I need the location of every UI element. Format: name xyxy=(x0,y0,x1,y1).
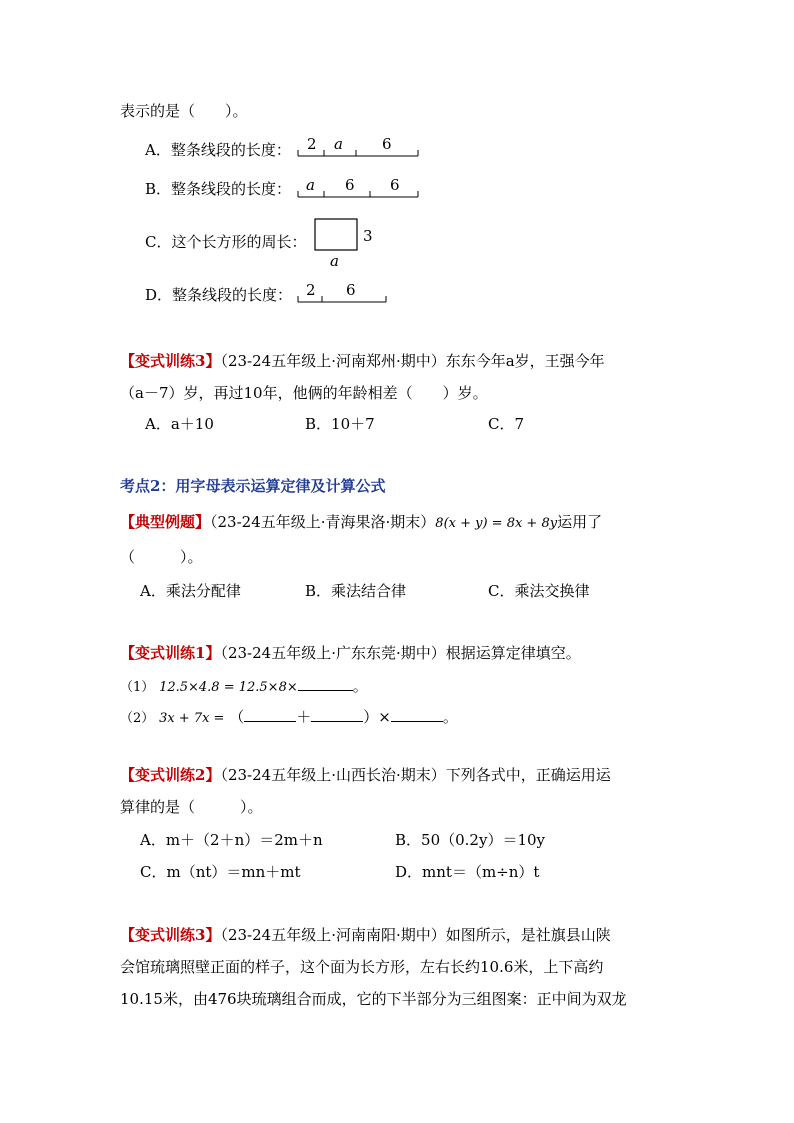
answer-blank[interactable] xyxy=(311,707,363,722)
segment-label: 2 xyxy=(307,135,317,153)
segment-figure-a xyxy=(296,132,426,166)
answer-blank[interactable] xyxy=(298,676,353,691)
question-text: （23-24五年级上·青海果洛·期末） xyxy=(210,513,436,531)
question-text: （23-24五年级上·河南郑州·期中）东东今年a岁，王强今年 xyxy=(220,352,605,370)
option-d: D．mnt＝（m÷n）t xyxy=(395,863,540,881)
question-text: （23-24五年级上·山西长治·期末）下列各式中，正确运用运 xyxy=(220,766,611,784)
fill-item-2 xyxy=(120,706,458,730)
fill-item-1 xyxy=(120,675,368,699)
segment-label: a xyxy=(306,176,315,194)
option-c: C．m（nt）＝mn＋mt xyxy=(140,863,301,881)
question-text-line: 会馆琉璃照壁正面的样子，这个面为长方形，左右长约10.6米，上下高约 xyxy=(120,958,604,976)
option-d-label: D．整条线段的长度： xyxy=(145,286,293,304)
item-number: （2） xyxy=(120,711,155,726)
question-example xyxy=(120,511,602,535)
question-variant-3a xyxy=(120,350,605,372)
segment-label: 6 xyxy=(345,176,355,194)
rectangle-figure xyxy=(312,216,382,276)
paren-open: （ xyxy=(229,708,245,726)
question-tag: 【变式训练3】 xyxy=(120,352,221,370)
question-tag: 【变式训练1】 xyxy=(120,644,221,662)
segment-figure-b xyxy=(296,173,426,207)
segment-figure-d xyxy=(296,278,396,312)
rectangle-side-label: 3 xyxy=(363,227,373,245)
rectangle-bottom-label: a xyxy=(330,252,339,270)
option-c: C．乘法交换律 xyxy=(488,582,590,600)
option-a: A．乘法分配律 xyxy=(140,582,241,600)
question-tag: 【变式训练3】 xyxy=(120,926,221,944)
formula: 8(x + y) = 8x + 8y xyxy=(435,516,558,531)
question-text: （23-24五年级上·广东东莞·期中）根据运算定律填空。 xyxy=(220,644,581,662)
item-number: （1） xyxy=(120,680,155,695)
question-variant-1 xyxy=(120,642,581,664)
question-text-line: （ ）。 xyxy=(120,548,203,566)
question-tag: 【典型例题】 xyxy=(120,513,211,531)
question-variant-3b xyxy=(120,924,611,946)
answer-blank[interactable] xyxy=(244,707,296,722)
plus-sign: ＋ xyxy=(296,708,312,726)
question-text: （23-24五年级上·河南南阳·期中）如图所示，是社旗县山陕 xyxy=(220,926,611,944)
option-a: A．a＋10 xyxy=(145,415,214,433)
option-a: A．m＋（2＋n）＝2m＋n xyxy=(140,831,323,849)
segment-label: 6 xyxy=(346,281,356,299)
option-c-label: C．这个长方形的周长： xyxy=(145,233,307,251)
answer-blank[interactable] xyxy=(391,707,443,722)
question-text-line: 10.15米，由476块琉璃组合而成，它的下半部分为三组图案：正中间为双龙 xyxy=(120,990,627,1008)
option-b: B．乘法结合律 xyxy=(305,582,407,600)
punctuation: 。 xyxy=(352,677,368,695)
formula: 3x + 7x = xyxy=(159,711,225,726)
question-text: 运用了 xyxy=(557,513,603,531)
question-text-line: 算律的是（ ）。 xyxy=(120,798,263,816)
option-c: C．7 xyxy=(488,415,525,433)
option-a-label: A．整条线段的长度： xyxy=(145,141,291,159)
segment-label: 6 xyxy=(382,135,392,153)
question-tag: 【变式训练2】 xyxy=(120,766,221,784)
segment-label: 2 xyxy=(306,281,316,299)
question-text-line: （a－7）岁，再过10年，他俩的年龄相差（ ）岁。 xyxy=(120,384,488,402)
option-b-label: B．整条线段的长度： xyxy=(145,180,292,198)
option-b: B．50（0.2y）＝10y xyxy=(395,831,546,849)
section-heading: 考点2：用字母表示运算定律及计算公式 xyxy=(120,477,386,495)
segment-label: 6 xyxy=(390,176,400,194)
formula: 12.5×4.8 = 12.5×8× xyxy=(159,680,298,695)
paren-close-times: ）× xyxy=(363,708,391,726)
question-intro: 表示的是（ ）。 xyxy=(120,102,248,120)
question-variant-2 xyxy=(120,764,611,786)
option-b: B．10＋7 xyxy=(305,415,375,433)
segment-label: a xyxy=(334,135,343,153)
punctuation: 。 xyxy=(442,708,458,726)
